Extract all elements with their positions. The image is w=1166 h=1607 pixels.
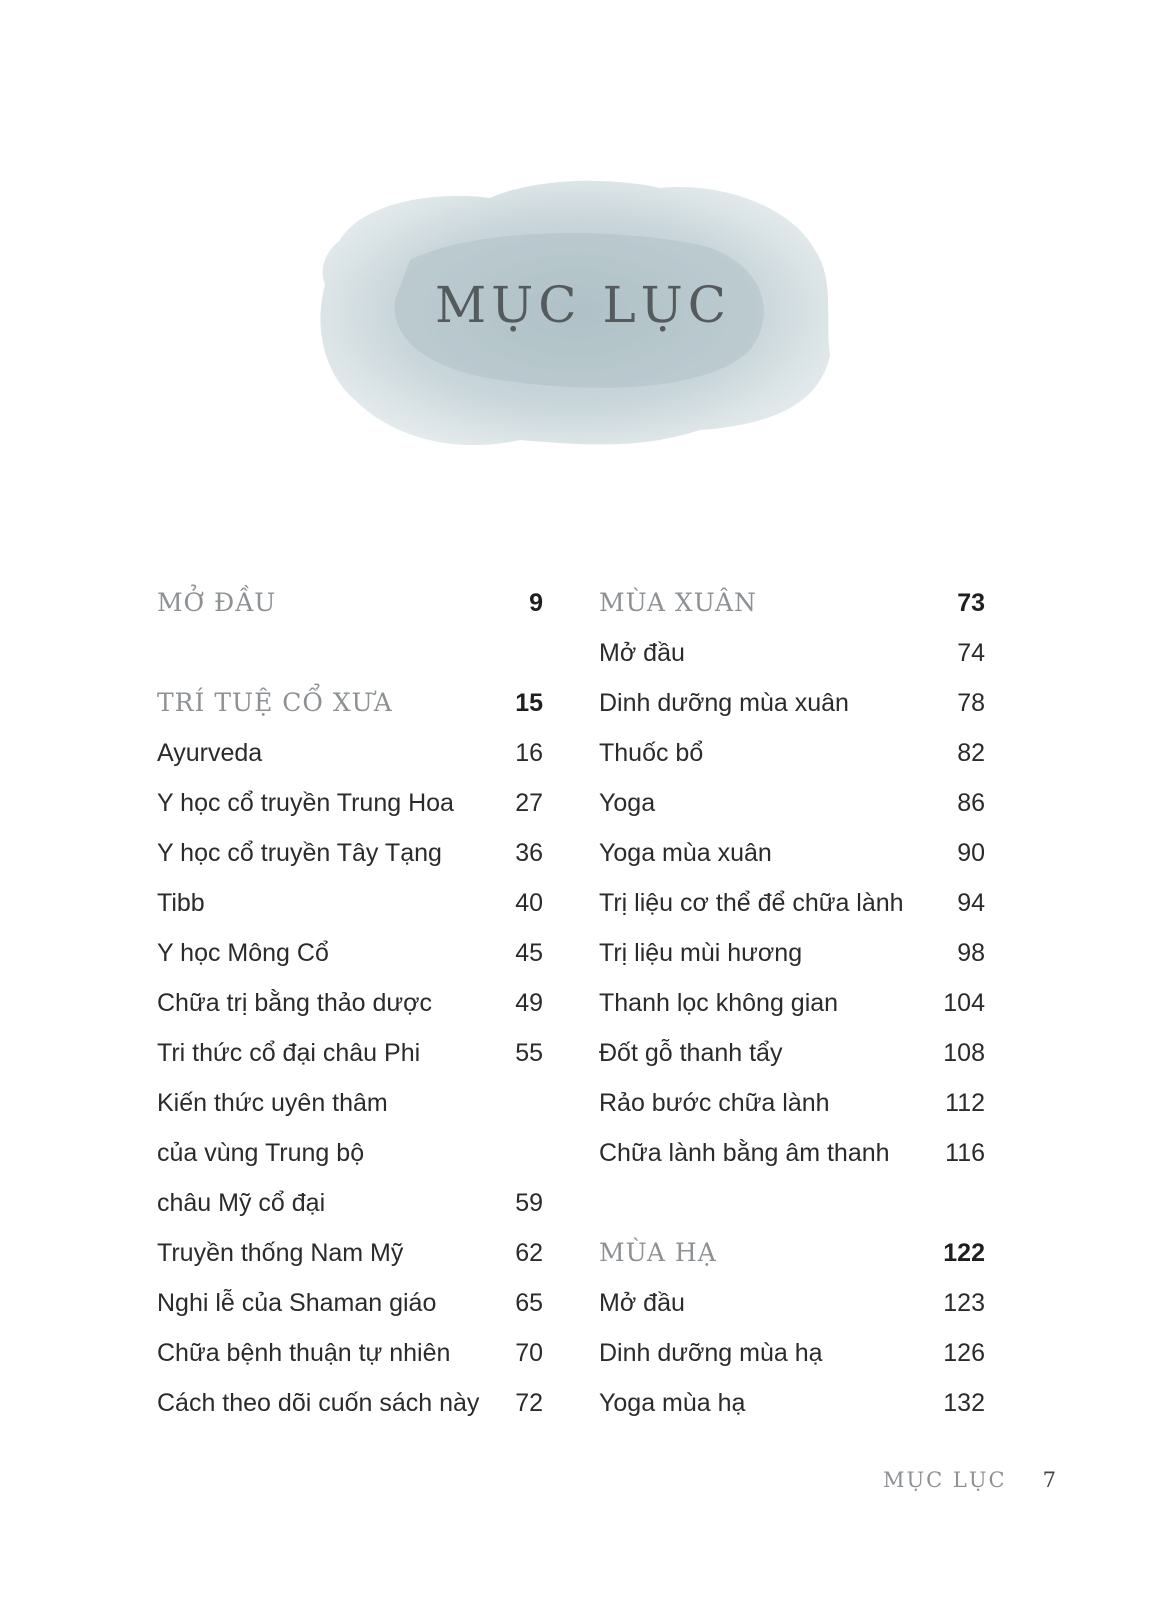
toc-entry-title: Truyền thống Nam Mỹ [157, 1239, 404, 1267]
toc-entry-page: 116 [945, 1139, 985, 1167]
toc-entry-title: Chữa lành bằng âm thanh [599, 1139, 890, 1167]
toc-section-heading[interactable] [599, 1238, 985, 1288]
toc-entry[interactable] [599, 788, 985, 838]
toc-entry-page: 36 [515, 839, 543, 867]
toc-entry[interactable] [157, 1138, 543, 1188]
toc-entry-title: Yoga [599, 789, 656, 817]
toc-entry[interactable] [157, 1088, 543, 1138]
toc-entry-page: 74 [957, 639, 985, 667]
toc-entry[interactable] [599, 688, 985, 738]
toc-entry[interactable] [599, 1088, 985, 1138]
page-number: 7 [1042, 1468, 1058, 1492]
toc-entry-page: 122 [943, 1239, 985, 1267]
toc-entry-title: Y học cổ truyền Tây Tạng [157, 839, 442, 867]
toc-entry[interactable] [599, 838, 985, 888]
footer-label: MỤC LỤC [882, 1468, 1007, 1492]
toc-entry-page: 132 [943, 1389, 985, 1417]
toc-entry-title: Trị liệu cơ thể để chữa lành [599, 889, 904, 917]
toc-entry[interactable] [599, 938, 985, 988]
toc-entry-page: 62 [515, 1239, 543, 1267]
toc-section-heading[interactable] [157, 588, 543, 638]
toc-entry-page: 15 [515, 689, 543, 717]
toc-section-heading[interactable] [157, 688, 543, 738]
toc-column-left [157, 588, 543, 1438]
toc-entry[interactable] [157, 788, 543, 838]
toc-entry[interactable] [599, 888, 985, 938]
toc-entry-page: 123 [943, 1289, 985, 1317]
page-footer [883, 1468, 1058, 1492]
toc-entry-page: 45 [515, 939, 543, 967]
toc-entry[interactable] [599, 988, 985, 1038]
toc-entry[interactable] [599, 1388, 985, 1438]
toc-entry-page: 78 [957, 689, 985, 717]
toc-entry-page: 55 [515, 1039, 543, 1067]
toc-entry-title: Y học Mông Cổ [157, 939, 329, 967]
toc-entry-page: 108 [943, 1039, 985, 1067]
toc-entry-page: 98 [957, 939, 985, 967]
toc-entry[interactable] [157, 888, 543, 938]
toc-entry-title: MỞ ĐẦU [157, 588, 277, 617]
toc-entry-title: Tri thức cổ đại châu Phi [157, 1039, 421, 1067]
toc-entry-page: 104 [943, 989, 985, 1017]
toc-entry-title: Dinh dưỡng mùa hạ [599, 1339, 823, 1367]
toc-entry-page: 73 [957, 589, 985, 617]
toc-entry-page: 112 [945, 1089, 985, 1117]
toc-entry[interactable] [599, 1038, 985, 1088]
toc-entry[interactable] [157, 1038, 543, 1088]
toc-entry[interactable] [157, 1188, 543, 1238]
toc-entry-page: 72 [515, 1389, 543, 1417]
toc-entry-title: Dinh dưỡng mùa xuân [599, 689, 849, 717]
toc-entry-title: Mở đầu [599, 1289, 685, 1317]
toc-entry-page: 16 [515, 739, 543, 767]
toc-entry-title: Kiến thức uyên thâm [157, 1089, 388, 1117]
toc-entry[interactable] [157, 1238, 543, 1288]
toc-entry-title: Chữa trị bằng thảo dược [157, 989, 433, 1017]
toc-spacer [157, 638, 543, 688]
toc-entry-page: 65 [515, 1289, 543, 1317]
toc-entry-page: 40 [515, 889, 543, 917]
toc-entry-title: Rảo bước chữa lành [599, 1089, 830, 1117]
toc-entry[interactable] [599, 1288, 985, 1338]
toc-entry-title: Tibb [157, 889, 205, 917]
toc-entry-title: Chữa bệnh thuận tự nhiên [157, 1339, 451, 1367]
toc-column-right [599, 588, 985, 1438]
toc-entry[interactable] [157, 1288, 543, 1338]
toc-entry[interactable] [157, 738, 543, 788]
toc-entry[interactable] [599, 738, 985, 788]
toc-entry[interactable] [599, 1138, 985, 1188]
toc-entry-page: 90 [957, 839, 985, 867]
toc-entry-page: 86 [957, 789, 985, 817]
toc-entry-title: Thuốc bổ [599, 739, 704, 767]
toc-entry-title: Đốt gỗ thanh tẩy [599, 1039, 783, 1067]
toc-entry[interactable] [157, 988, 543, 1038]
toc-spacer [599, 1188, 985, 1238]
toc-entry[interactable] [157, 838, 543, 888]
toc-entry-page: 49 [515, 989, 543, 1017]
toc-entry-page: 59 [515, 1189, 543, 1217]
toc-entry-title: Cách theo dõi cuốn sách này [157, 1389, 480, 1417]
toc-entry-page: 94 [957, 889, 985, 917]
page-title: MỤC LỤC [434, 276, 732, 334]
toc-entry-title: Trị liệu mùi hương [599, 939, 803, 967]
toc-entry[interactable] [599, 1338, 985, 1388]
toc-entry-title: MÙA XUÂN [599, 588, 757, 617]
toc-entry-title: Yoga mùa hạ [599, 1389, 746, 1417]
toc-entry-title: Mở đầu [599, 639, 685, 667]
toc-entry-title: châu Mỹ cổ đại [157, 1189, 326, 1217]
toc-entry-page: 126 [943, 1339, 985, 1367]
toc-entry-title: Ayurveda [157, 739, 263, 767]
toc-entry-page: 27 [515, 789, 543, 817]
toc-entry-page: 82 [957, 739, 985, 767]
toc-entry-title: Thanh lọc không gian [599, 989, 839, 1017]
toc-entry-title: của vùng Trung bộ [157, 1139, 365, 1167]
toc-section-heading[interactable] [599, 588, 985, 638]
toc-entry-title: TRÍ TUỆ CỔ XƯA [157, 688, 393, 717]
toc-entry-page: 9 [529, 589, 543, 617]
toc-entry-title: Y học cổ truyền Trung Hoa [157, 789, 454, 817]
toc-entry-title: Yoga mùa xuân [599, 839, 772, 867]
toc-entry-page: 70 [515, 1339, 543, 1367]
toc-entry[interactable] [599, 638, 985, 688]
toc-entry[interactable] [157, 1388, 543, 1438]
toc-entry-title: Nghi lễ của Shaman giáo [157, 1289, 437, 1317]
toc-entry-title: MÙA HẠ [599, 1238, 717, 1267]
toc-entry[interactable] [157, 938, 543, 988]
toc-entry[interactable] [157, 1338, 543, 1388]
